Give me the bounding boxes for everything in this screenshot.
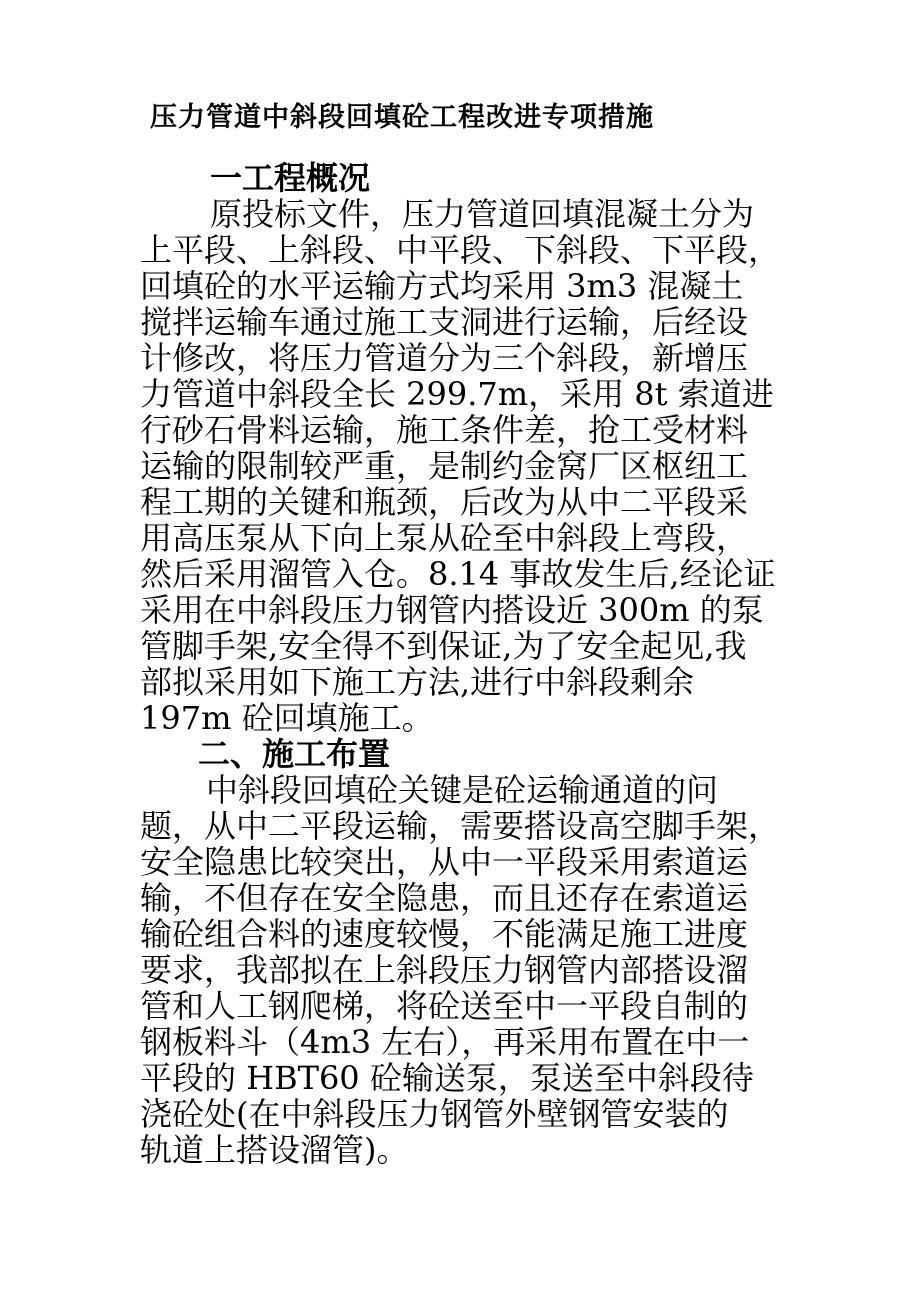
text-line: 输砼组合料的速度较慢，不能满足施工进度 xyxy=(140,916,749,952)
text-line: 上平段、上斜段、中平段、下斜段、下平段， xyxy=(140,232,781,268)
text-line: 用高压泵从下向上泵从砼至中斜段上弯段， xyxy=(140,520,749,556)
text-line: 浇砼处(在中斜段压力钢管外壁钢管安装的 xyxy=(140,1096,729,1132)
text-line: 程工期的关键和瓶颈，后改为从中二平段采 xyxy=(140,484,749,520)
text-line: 安全隐患比较突出，从中一平段采用索道运 xyxy=(140,844,749,880)
text-line: 搅拌运输车通过施工支洞进行运输，后经设 xyxy=(140,304,749,340)
text-line: 计修改，将压力管道分为三个斜段，新增压 xyxy=(140,340,749,376)
paragraph-overview xyxy=(140,196,790,736)
text-line: 采用在中斜段压力钢管内搭设近 300m 的泵 xyxy=(140,592,764,628)
text-line: 要求，我部拟在上斜段压力钢管内部搭设溜 xyxy=(140,952,749,988)
document-body xyxy=(140,160,790,1168)
text-line: 197m 砼回填施工。 xyxy=(140,700,434,736)
section-heading-overview: 一工程概况 xyxy=(210,159,371,197)
text-line: 管脚手架,安全得不到保证,为了安全起见,我 xyxy=(140,628,747,664)
text-line: 力管道中斜段全长 299.7m，采用 8t 索道进 xyxy=(140,376,774,412)
paragraph-layout xyxy=(140,772,790,1168)
text-line: 部拟采用如下施工方法,进行中斜段剩余 xyxy=(140,664,695,700)
text-line: 钢板料斗（4m3 左右），再采用布置在中一 xyxy=(140,1024,750,1060)
text-line: 题，从中二平段运输，需要搭设高空脚手架， xyxy=(140,808,781,844)
text-line: 回填砼的水平运输方式均采用 3m3 混凝土 xyxy=(140,268,744,304)
text-line: 输，不但存在安全隐患，而且还存在索道运 xyxy=(140,880,749,916)
text-line: 运输的限制较严重，是制约金窝厂区枢纽工 xyxy=(140,448,749,484)
text-line: 轨道上搭设溜管)。 xyxy=(140,1132,409,1168)
document-title: 压力管道中斜段回填砼工程改进专项措施 xyxy=(150,102,654,133)
text-line: 平段的 HBT60 砼输送泵，泵送至中斜段待 xyxy=(140,1060,754,1096)
text-line: 然后采用溜管入仓。8.14 事故发生后,经论证 xyxy=(140,556,776,592)
text-line: 中斜段回填砼关键是砼运输通道的问 xyxy=(206,772,719,808)
text-line: 原投标文件，压力管道回填混凝土分为 xyxy=(210,196,755,232)
text-line: 行砂石骨料运输，施工条件差，抢工受材料 xyxy=(140,412,749,448)
section-heading-layout: 二、施工布置 xyxy=(198,735,391,773)
text-line: 管和人工钢爬梯，将砼送至中一平段自制的 xyxy=(140,988,749,1024)
